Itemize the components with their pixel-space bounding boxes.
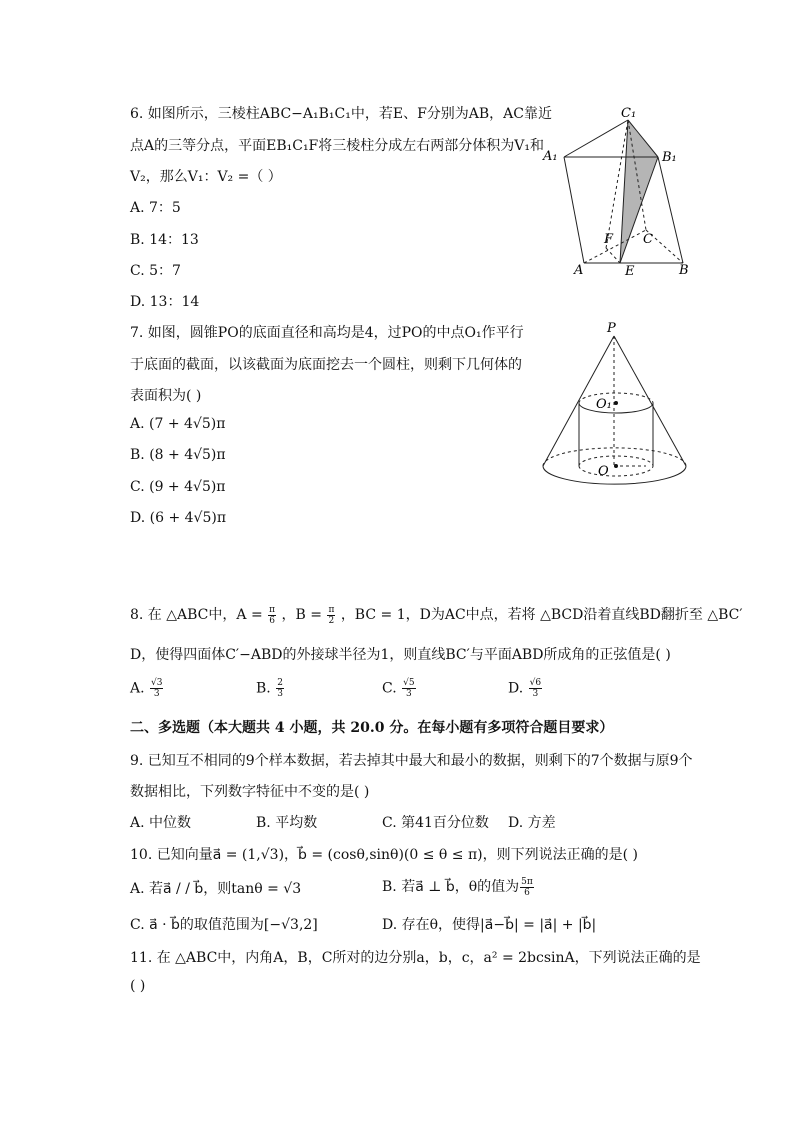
label-o1: O₁ bbox=[596, 397, 612, 412]
q10-option-b-frac bbox=[520, 877, 534, 898]
q6-stem-line2: 点A的三等分点，平面EB₁C₁F将三棱柱分成左右两部分体积为V₁和 bbox=[130, 138, 544, 154]
q8-option-b-frac bbox=[276, 678, 284, 699]
q8-text-c: ，BC = 1，D为AC中点，若将 △BCD沿着直线BD翻折至 △BC′ bbox=[340, 607, 743, 623]
q8-text-a: 8. 在 △ABC中，A = bbox=[130, 607, 263, 623]
q10-option-b-text: B. 若a⃗ ⊥ b⃗，θ的值为 bbox=[382, 879, 520, 895]
cone-figure bbox=[540, 318, 700, 493]
q8-option-c-label: C. bbox=[382, 680, 397, 697]
q8-option-b bbox=[256, 678, 285, 699]
q6-option-a: A. 7：5 bbox=[130, 200, 181, 216]
q7-stem-line1: 7. 如图，圆锥PO的底面直径和高均是4，过PO的中点O₁作平行 bbox=[130, 325, 524, 341]
label-p: P bbox=[607, 321, 616, 336]
label-f: F bbox=[604, 232, 614, 247]
q8-option-b-num: 2 bbox=[277, 678, 283, 688]
q10-stem: 10. 已知向量a⃗ = (1,√3)，b⃗ = (cosθ,sinθ)(0 ≤ θ ≤ π)，则下列说法正确的是( ) bbox=[130, 847, 639, 863]
point-o bbox=[614, 464, 618, 468]
q8-option-d bbox=[508, 678, 543, 699]
q11-stem-line1: 11. 在 △ABC中，内角A，B，C所对的边分别a，b，c，a² = 2bcsinA，下列说法正确的是 bbox=[130, 950, 701, 966]
q8-text-b: ，B = bbox=[281, 607, 322, 623]
q10-option-b-num: 5π bbox=[521, 876, 533, 887]
label-b: B bbox=[679, 263, 689, 278]
q8-stem-line2: D，使得四面体C′−ABD的外接球半径为1，则直线BC′与平面ABD所成角的正弦值是( ) bbox=[130, 647, 671, 663]
section-heading-multiple-choice: 二、多选题（本大题共 4 小题，共 20.0 分。在每小题有多项符合题目要求） bbox=[130, 720, 614, 736]
q8-frac-a-num: π bbox=[269, 604, 276, 615]
q7-stem-line2: 于底面的截面，以该截面为底面挖去一个圆柱，则剩下几何体的 bbox=[130, 357, 522, 373]
label-a: A bbox=[574, 263, 584, 278]
q6-option-d: D. 13：14 bbox=[130, 294, 200, 310]
q8-option-a-den: 3 bbox=[153, 689, 160, 699]
point-o1 bbox=[614, 401, 618, 405]
label-a1: A₁ bbox=[543, 149, 558, 164]
q10-option-a: A. 若a⃗ / / b⃗，则tanθ = √3 bbox=[130, 881, 302, 897]
q9-option-a: A. 中位数 bbox=[130, 815, 192, 831]
q9-option-b: B. 平均数 bbox=[256, 815, 318, 831]
q8-option-a-num: √3 bbox=[151, 678, 163, 688]
q8-frac-a bbox=[268, 605, 276, 626]
q8-option-b-label: B. bbox=[256, 680, 271, 697]
q6-stem-line1: 6. 如图所示，三棱柱ABC−A₁B₁C₁中，若E、F分别为AB，AC靠近 bbox=[130, 106, 553, 122]
label-c: C bbox=[643, 232, 653, 247]
q6-stem-line3: V₂，那么V₁：V₂ =（ ） bbox=[130, 169, 282, 185]
q8-option-d-den: 3 bbox=[532, 689, 539, 699]
q7-option-a: A. (7 + 4√5)π bbox=[130, 416, 226, 432]
q8-option-c-den: 3 bbox=[405, 689, 412, 699]
q8-option-d-label: D. bbox=[508, 680, 524, 697]
q10-option-d: D. 存在θ，使得|a⃗−b⃗| = |a⃗| + |b⃗| bbox=[382, 917, 597, 933]
q7-option-b: B. (8 + 4√5)π bbox=[130, 447, 226, 463]
q10-option-b bbox=[382, 876, 535, 898]
q9-stem-line2: 数据相比，下列数字特征中不变的是( ) bbox=[130, 784, 370, 800]
label-c1: C₁ bbox=[621, 106, 637, 121]
q6-option-b: B. 14：13 bbox=[130, 232, 199, 248]
label-b1: B₁ bbox=[662, 150, 677, 165]
q8-stem-line1 bbox=[130, 604, 743, 626]
q8-option-c-frac bbox=[402, 678, 415, 699]
q8-frac-a-den: 6 bbox=[269, 615, 275, 626]
q8-option-a bbox=[130, 678, 164, 699]
q9-option-c: C. 第41百分位数 bbox=[382, 815, 489, 831]
q7-stem-line3: 表面积为( ) bbox=[130, 388, 202, 404]
q11-stem-line2: ( ) bbox=[130, 978, 146, 994]
label-o: O bbox=[598, 464, 609, 479]
prism-figure bbox=[538, 100, 698, 280]
q10-option-c: C. a⃗ · b⃗的取值范围为[−√3,2] bbox=[130, 917, 318, 933]
q7-option-c: C. (9 + 4√5)π bbox=[130, 479, 226, 495]
q9-stem-line1: 9. 已知互不相同的9个样本数据，若去掉其中最大和最小的数据，则剩下的7个数据与原9个 bbox=[130, 753, 693, 769]
q8-option-a-label: A. bbox=[130, 680, 145, 697]
q8-frac-b bbox=[327, 605, 335, 626]
q10-option-b-den: 6 bbox=[524, 887, 530, 898]
q8-option-c-num: √5 bbox=[403, 678, 415, 688]
q8-option-d-num: √6 bbox=[529, 678, 542, 688]
q8-frac-b-den: 2 bbox=[328, 615, 335, 626]
q8-frac-b-num: π bbox=[328, 604, 335, 615]
q8-option-a-frac bbox=[150, 678, 163, 699]
q6-option-c: C. 5：7 bbox=[130, 263, 181, 279]
q9-option-d: D. 方差 bbox=[508, 815, 556, 831]
q8-option-d-frac bbox=[529, 678, 542, 699]
q8-option-b-den: 3 bbox=[277, 689, 283, 699]
q8-option-c bbox=[382, 678, 417, 699]
label-e: E bbox=[625, 264, 635, 279]
q7-option-d: D. (6 + 4√5)π bbox=[130, 510, 227, 526]
